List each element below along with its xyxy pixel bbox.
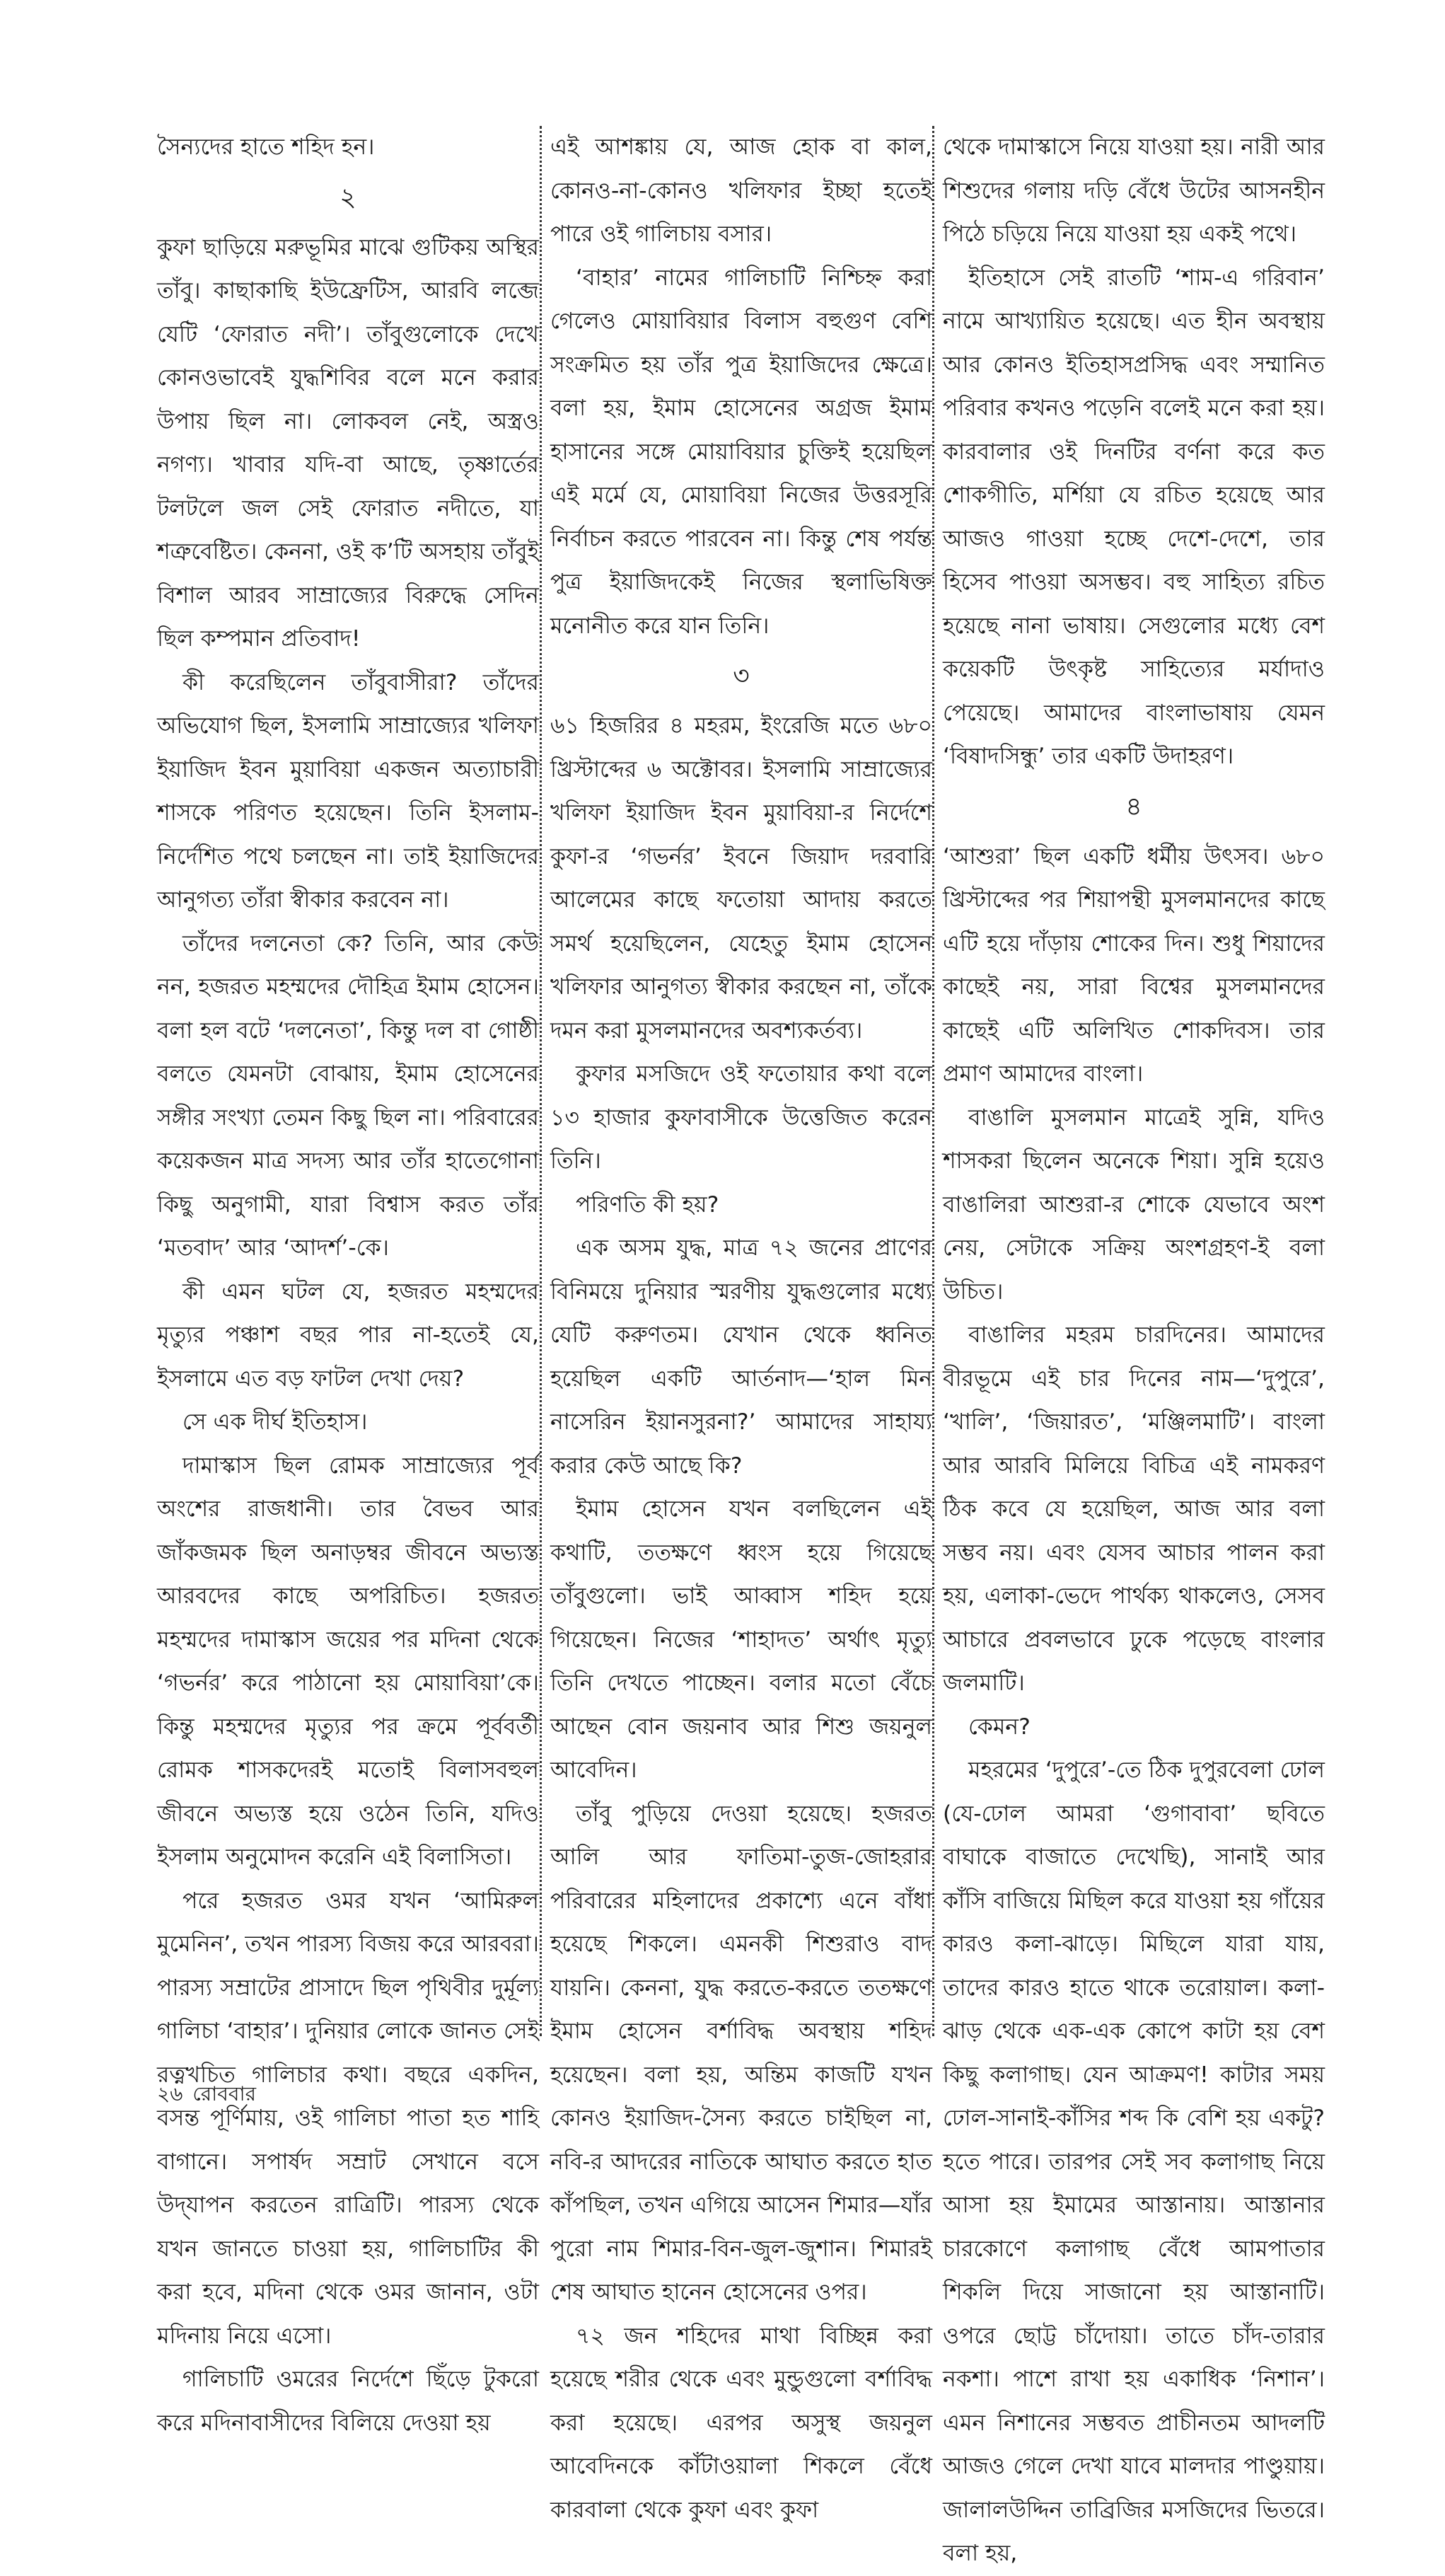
section-number: ৩ [733,662,750,691]
paragraph: বাঙালির মহরম চারদিনের। আমাদের বীরভূমে এই চার দিনের নাম—‘দুপুরে’, ‘খালি’, ‘জিয়ারত’, ‘মঞ্জিলমাটি’। বাংলা আর আরবি মিলিয়ে বিচিত্র এই নামকরণ ঠিক কবে যে হয়েছিল, আজ আর বলা সম্ভব নয়। এবং যেসব আচার পালন করা হয়, এলাকা-ভেদে পার্থক্য থাকলেও, সেসব আচারে প্রবলভাবে ঢুকে পড়েছে বাংলার জলমাটি। [943,1322,1325,1696]
paragraph: ৬১ হিজরির ৪ মহরম, ইংরেজি মতে ৬৮০ খ্রিস্টাব্দের ৬ অক্টোবর। ইসলামি সাম্রাজ্যের খলিফা ইয়াজিদ ইবন মুয়াবিয়া-র নির্দেশে কুফা-র ‘গভর্নর’ ইবনে জিয়াদ দরবারি আলেমের কাছে ফতোয়া আদায় করতে সমর্থ হয়েছিলেন, যেহেতু ইমাম হোসেন খলিফার আনুগত্য স্বীকার করছেন না, তাঁকে দমন করা মুসলমানদের অবশ্যকর্তব্য। [550,713,932,1044]
paragraph: তাঁদের দলনেতা কে? তিনি, আর কেউ নন, হজরত মহম্মদের দৌহিত্র ইমাম হোসেন। বলা হল বটে ‘দলনেতা’, কিন্তু দল বা গোষ্ঠী বলতে যেমনটা বোঝায়, ইমাম হোসেনের সঙ্গীর সংখ্যা তেমন কিছু ছিল না। পরিবারের কয়েকজন মাত্র সদস্য আর তাঁর হাতেগোনা কিছু অনুগামী, যারা বিশ্বাস করত তাঁর ‘মতবাদ’ আর ‘আদর্শ’-কে। [157,930,539,1261]
paragraph: এই আশঙ্কায় যে, আজ হোক বা কাল, কোনও-না-কোনও খলিফার ইচ্ছা হতেই পারে ওই গালিচায় বসার। [550,134,932,247]
paragraph: কেমন? [968,1714,1031,1740]
page-footer [157,2080,256,2108]
paragraph: থেকে দামাস্কাসে নিয়ে যাওয়া হয়। নারী আর শিশুদের গলায় দড়ি বেঁধে উটের আসনহীন পিঠে চড়িয়ে নিয়ে যাওয়া হয় একই পথে। [943,134,1325,247]
paragraph: গালিচাটি ওমরের নির্দেশে ছিঁড়ে টুকরো করে মদিনাবাসীদের বিলিয়ে দেওয়া হয় [157,2367,539,2436]
paragraph: ‘আশুরা’ ছিল একটি ধর্মীয় উৎসব। ৬৮০ খ্রিস্টাব্দের পর শিয়াপন্থী মুসলমানদের কাছে এটি হয়ে দাঁড়ায় শোকের দিন। শুধু শিয়াদের কাছেই নয়, সারা বিশ্বের মুসলমানদের কাছেই এটি অলিখিত শোকদিবস। তার প্রমাণ আমাদের বাংলা। [943,843,1325,1087]
paragraph: দামাস্কাস ছিল রোমক সাম্রাজ্যের পূর্ব অংশের রাজধানী। তার বৈভব আর জাঁকজমক ছিল অনাড়ম্বর জীবনে অভ্যস্ত আরবদের কাছে অপরিচিত। হজরত মহম্মদের দামাস্কাস জয়ের পর মদিনা থেকে ‘গভর্নর’ করে পাঠানো হয় মোয়াবিয়া’কে। কিন্তু মহম্মদের মৃত্যুর পর ক্রমে পূর্ববর্তী রোমক শাসকদেরই মতোই বিলাসবহুল জীবনে অভ্যস্ত হয়ে ওঠেন তিনি, যদিও ইসলাম অনুমোদন করেনি এই বিলাসিতা। [157,1452,539,1870]
paragraph: ৭২ জন শহিদের মাথা বিচ্ছিন্ন করা হয়েছে শরীর থেকে এবং মুন্ডুগুলো বর্শাবিদ্ধ করা হয়েছে। এরপর অসুস্থ জয়নুল আবেদিনকে কাঁটাওয়ালা শিকলে বেঁধে কারবালা থেকে কুফা এবং কুফা [550,2323,932,2523]
section-number: ৪ [1125,792,1142,821]
paragraph: তাঁবু পুড়িয়ে দেওয়া হয়েছে। হজরত আলি আর ফাতিমা-তুজ-জোহরার পরিবারের মহিলাদের প্রকাশ্যে এনে বাঁধা হয়েছে শিকলে। এমনকী শিশুরাও বাদ যায়নি। কেননা, যুদ্ধ করতে-করতে ততক্ষণে ইমাম হোসেন বর্শাবিদ্ধ অবস্থায় শহিদ হয়েছেন। বলা হয়, অন্তিম কাজটি যখন কোনও ইয়াজিদ-সৈন্য করতে চাইছিল না, নবি-র আদরের নাতিকে আঘাত করতে হাত কাঁপছিল, তখন এগিয়ে আসেন শিমার—যাঁর পুরো নাম শিমার-বিন-জুল-জুশান। শিমারই শেষ আঘাত হানেন হোসেনের ওপর। [550,1801,932,2305]
paragraph: ইমাম হোসেন যখন বলছিলেন এই কথাটি, ততক্ষণে ধ্বংস হয়ে গিয়েছে তাঁবুগুলো। ভাই আব্বাস শহিদ হয়ে গিয়েছেন। নিজের ‘শাহাদত’ অর্থাৎ মৃত্যু তিনি দেখতে পাচ্ছেন। বলার মতো বেঁচে আছেন বোন জয়নাব আর শিশু জয়নুল আবেদিন। [550,1496,932,1783]
paragraph: পরে হজরত ওমর যখন ‘আমিরুল মুমেনিন’, তখন পারস্য বিজয় করে আরবরা। পারস্য সম্রাটের প্রাসাদে ছিল পৃথিবীর দুর্মূল্য গালিচা ‘বাহার’। দুনিয়ার লোকে জানত সেই রত্নখচিত গালিচার কথা। বছরে একদিন, বসন্ত পূর্ণিমায়, ওই গালিচা পাতা হত শাহি বাগানে। সপার্ষদ সম্রাট সেখানে বসে উদ্‌যাপন করতেন রাত্রিটি। পারস্য থেকে যখন জানতে চাওয়া হয়, গালিচাটির কী করা হবে, মদিনা থেকে ওমর জানান, ওটা মদিনায় নিয়ে এসো। [157,1888,539,2349]
article-column-3 [943,126,1325,2566]
column-divider-dotted [932,126,934,2036]
paragraph: কুফার মসজিদে ওই ফতোয়ার কথা বলে ১৩ হাজার কুফাবাসীকে উত্তেজিত করেন তিনি। [550,1061,932,1174]
paragraph: বাঙালি মুসলমান মাত্রেই সুন্নি, যদিও শাসকরা ছিলেন অনেকে শিয়া। সুন্নি হয়েও বাঙালিরা আশুরা-র শোকে যেভাবে অংশ নেয়, সেটাকে সক্রিয় অংশগ্রহণ-ই বলা উচিত। [943,1104,1325,1305]
paragraph: ইতিহাসে সেই রাতটি ‘শাম-এ গরিবান’ নামে আখ্যায়িত হয়েছে। এত হীন অবস্থায় আর কোনও ইতিহাসপ্রসিদ্ধ এবং সম্মানিত পরিবার কখনও পড়েনি বলেই মনে করা হয়। কারবালার ওই দিনটির বর্ণনা করে কত শোকগীতি, মর্শিয়া যে রচিত হয়েছে আর আজও গাওয়া হচ্ছে দেশে-দেশে, তার হিসেব পাওয়া অসম্ভব। বহু সাহিত্য রচিত হয়েছে নানা ভাষায়। সেগুলোর মধ্যে বেশ কয়েকটি উৎকৃষ্ট সাহিত্যের মর্যাদাও পেয়েছে। আমাদের বাংলাভাষায় যেমন ‘বিষাদসিন্ধু’ তার একটি উদাহরণ। [943,265,1325,769]
paragraph: এক অসম যুদ্ধ, মাত্র ৭২ জনের প্রাণের বিনিময়ে দুনিয়ার স্মরণীয় যুদ্ধগুলোর মধ্যে যেটি করুণতম। যেখান থেকে ধ্বনিত হয়েছিল একটি আর্তনাদ—‘হাল মিন নাসেরিন ইয়ানসুরনা?’ আমাদের সাহায্য করার কেউ আছে কি? [550,1235,932,1479]
section-number: ২ [340,183,356,212]
paragraph: সে এক দীর্ঘ ইতিহাস। [182,1409,368,1435]
article-column-2 [550,126,933,2523]
paragraph: মহরমের ‘দুপুরে’-তে ঠিক দুপুরবেলা ঢোল (যে-ঢোল আমরা ‘গুগাবাবা’ ছবিতে বাঘাকে বাজাতে দেখেছি), সানাই আর কাঁসি বাজিয়ে মিছিল করে যাওয়া হয় গাঁয়ের কারও কলা-ঝাড়ে। মিছিলে যারা যায়, তাদের কারও হাতে থাকে তরোয়াল। কলা-ঝাড় থেকে এক-এক কোপে কাটা হয় বেশ কিছু কলাগাছ। যেন আক্রমণ! কাটার সময় ঢোল-সানাই-কাঁসির শব্দ কি বেশি হয় একটু? হতে পারে। তারপর সেই সব কলাগাছ নিয়ে আসা হয় ইমামের আস্তানায়। আস্তানার চারকোণে কলাগাছ বেঁধে আমপাতার শিকলি দিয়ে সাজানো হয় আস্তানাটি। ওপরে ছোট্ট চাঁদোয়া। তাতে চাঁদ-তারার নকশা। পাশে রাখা হয় একাধিক ‘নিশান’। এমন নিশানের সম্ভবত প্রাচীনতম আদলটি আজও গেলে দেখা যাবে মালদার পাণ্ডুয়ায়। জালালউদ্দিন তাব্রিজির মসজিদের ভিতরে। বলা হয়, [943,1757,1325,2566]
column-divider-dotted [540,126,542,2036]
magazine-name: রোববার [192,2082,256,2106]
paragraph: কী এমন ঘটল যে, হজরত মহম্মদের মৃত্যুর পঞ্চাশ বছর পার না-হতেই যে, ইসলামে এত বড় ফাটল দেখা দেয়? [157,1278,539,1392]
paragraph: কী করেছিলেন তাঁবুবাসীরা? তাঁদের অভিযোগ ছিল, ইসলামি সাম্রাজ্যের খলিফা ইয়াজিদ ইবন মুয়াবিয়া একজন অত্যাচারী শাসকে পরিণত হয়েছেন। তিনি ইসলাম-নির্দেশিত পথে চলছেন না। তাই ইয়াজিদের আনুগত্য তাঁরা স্বীকার করবেন না। [157,669,539,913]
page-number: ২৬ [157,2082,183,2106]
paragraph: ‘বাহার’ নামের গালিচাটি নিশ্চিহ্ন করা গেলেও মোয়াবিয়ার বিলাস বহুগুণ বেশি সংক্রমিত হয় তাঁর পুত্র ইয়াজিদের ক্ষেত্রে। বলা হয়, ইমাম হোসেনের অগ্রজ ইমাম হাসানের সঙ্গে মোয়াবিয়ার চুক্তিই হয়েছিল এই মর্মে যে, মোয়াবিয়া নিজের উত্তরসূরি নির্বাচন করতে পারবেন না। কিন্তু শেষ পর্যন্ত পুত্র ইয়াজিদকেই নিজের স্থলাভিষিক্ত মনোনীত করে যান তিনি। [550,265,933,639]
paragraph: কুফা ছাড়িয়ে মরুভূমির মাঝে গুটিকয় অস্থির তাঁবু। কাছাকাছি ইউফ্রেটিস, আরবি লব্জে যেটি ‘ফোরাত নদী’। তাঁবুগুলোকে দেখে কোনওভাবেই যুদ্ধশিবির বলে মনে করার উপায় ছিল না। লোকবল নেই, অস্ত্রও নগণ্য। খাবার যদি-বা আছে, তৃষ্ণার্তের টলটলে জল সেই ফোরাত নদীতে, যা শত্রুবেষ্টিত। কেননা, ওই ক’টি অসহায় তাঁবুই বিশাল আরব সাম্রাজ্যের বিরুদ্ধে সেদিন ছিল কম্পমান প্রতিবাদ! [157,234,539,652]
paragraph: পরিণতি কী হয়? [576,1191,719,1218]
paragraph: সৈন্যদের হাতে শহিদ হন। [157,134,375,160]
